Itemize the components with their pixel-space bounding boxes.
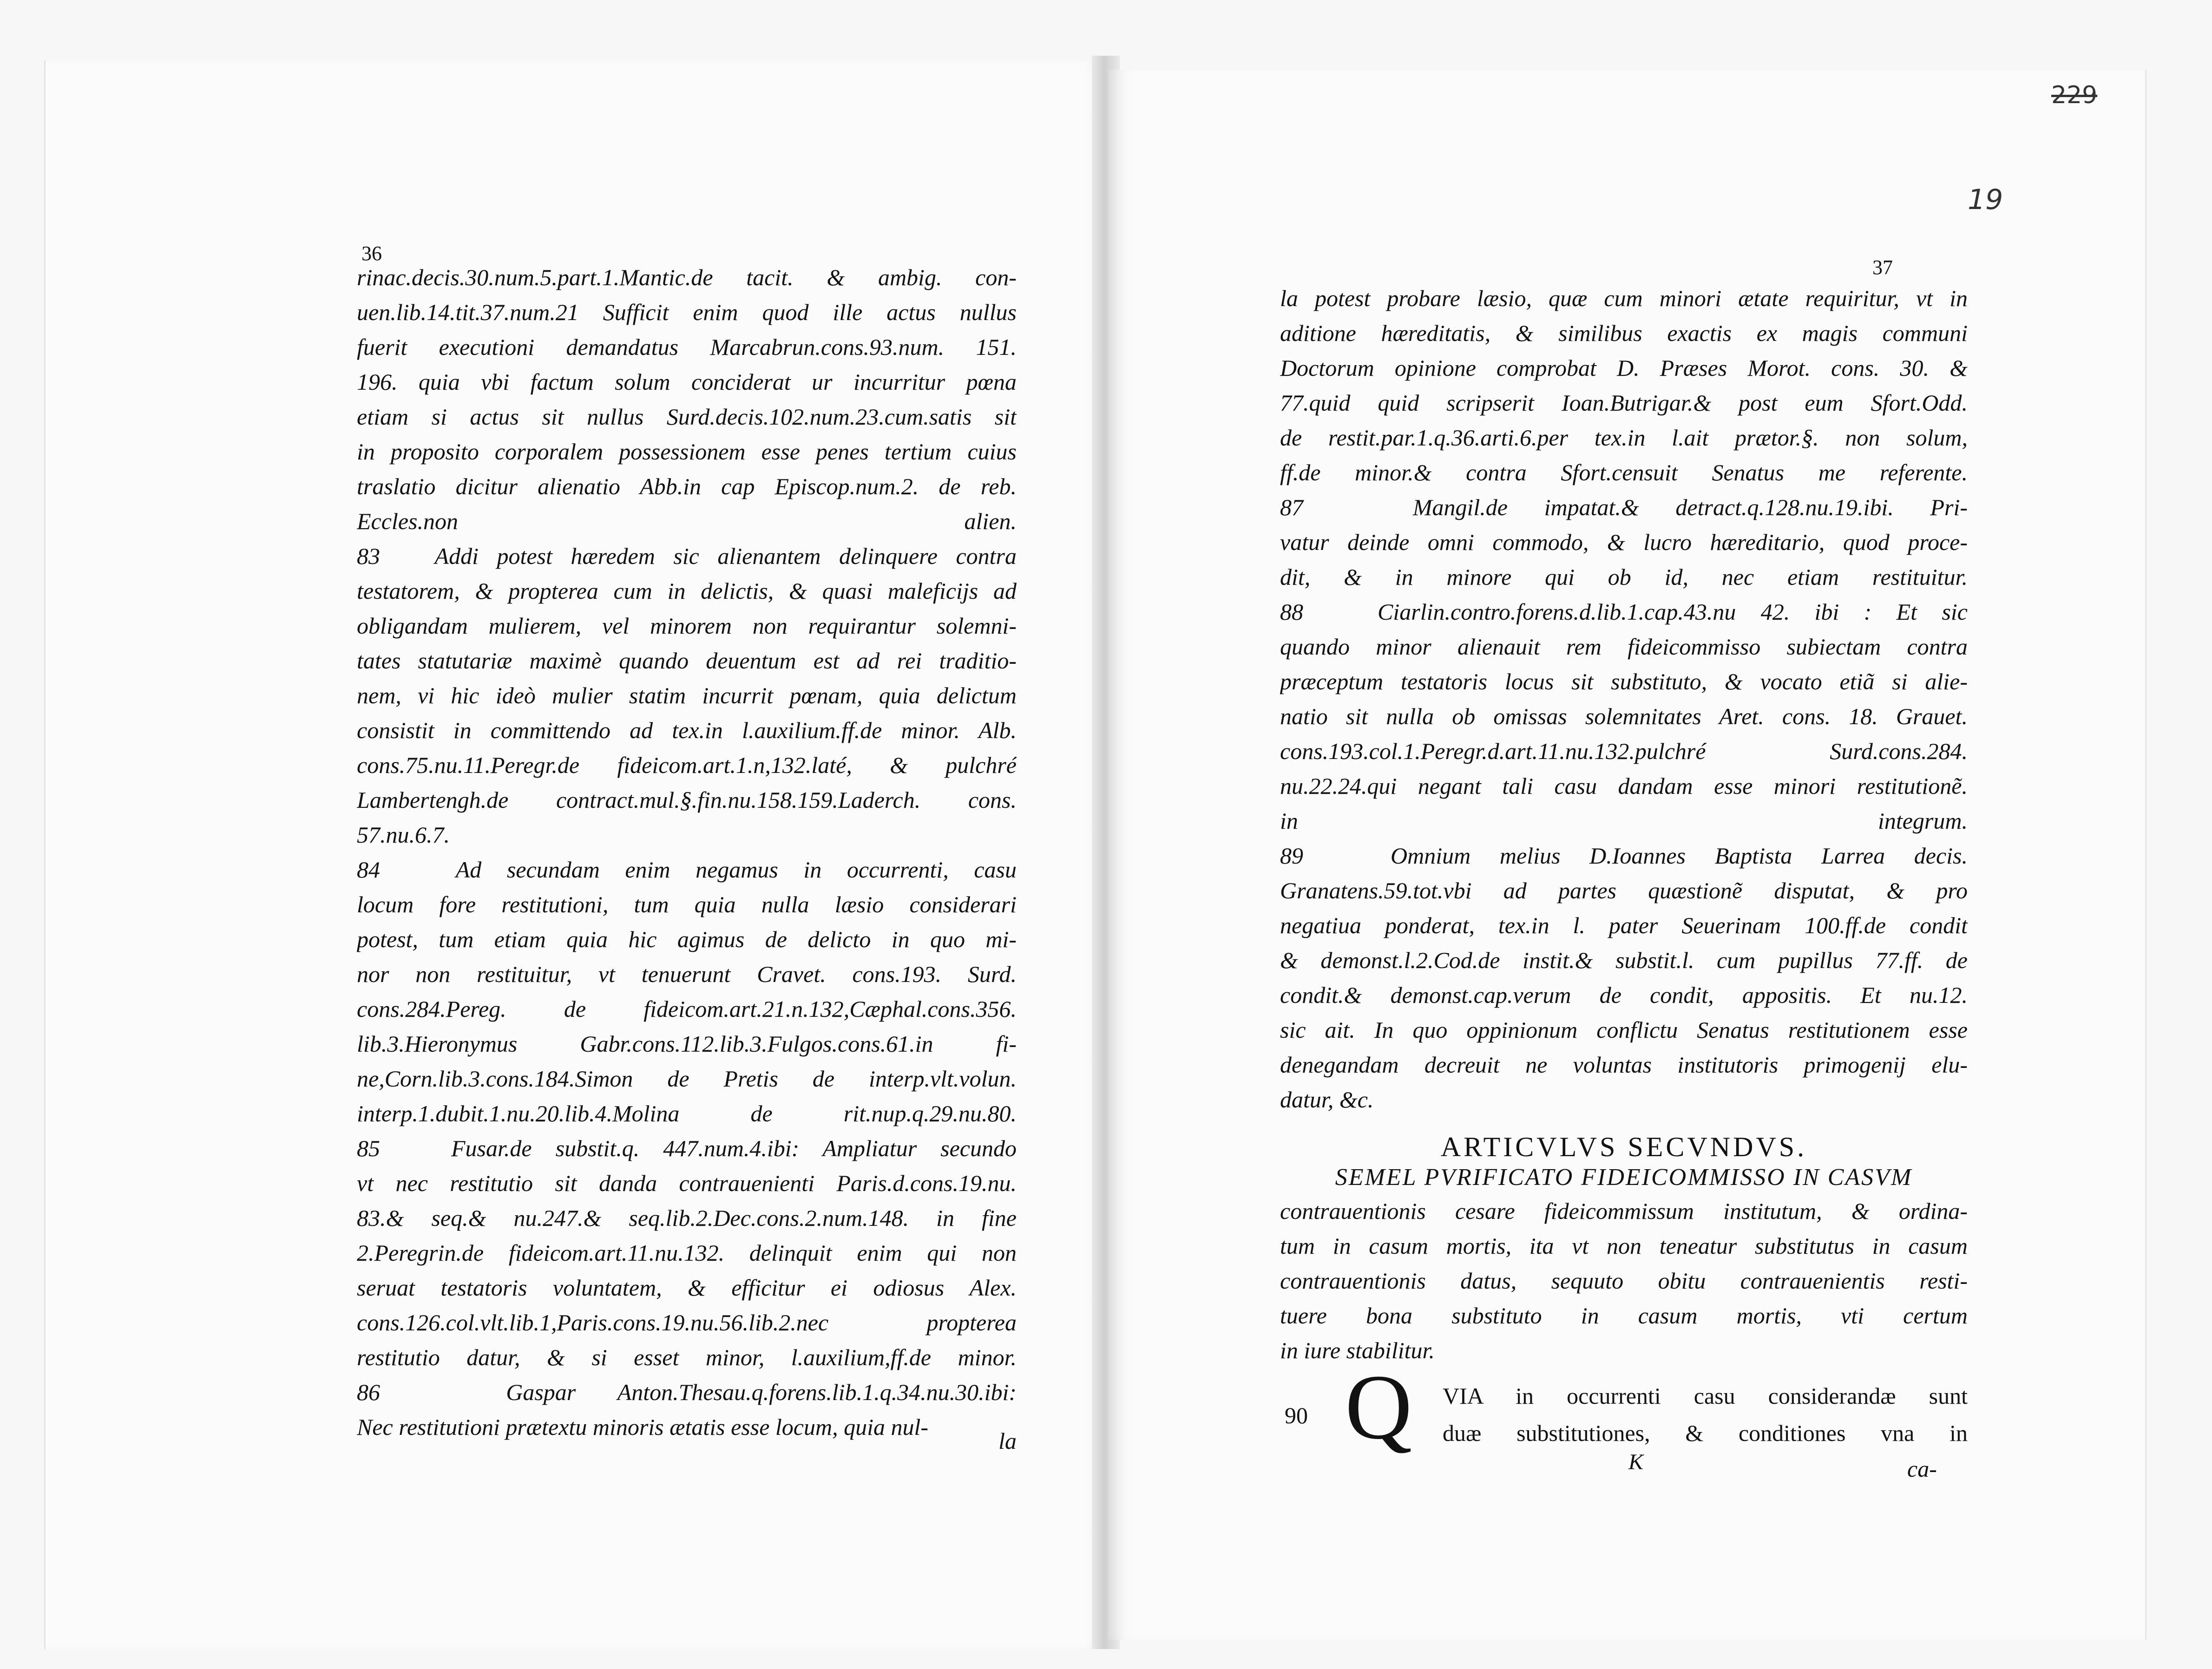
catchword-left: [947, 1424, 1017, 1459]
text-line: condit.& demonst.cap.verum de condit, appositis. Et nu.12.: [1280, 982, 1968, 1008]
text-line: natio sit nulla ob omissas solemnitates Aret. cons. 18. Grauet.: [1280, 703, 1968, 729]
handwritten-folio-number: 19: [1968, 183, 2003, 216]
text-line: consistit in committendo ad tex.in l.auxilium.ff.de minor. Alb.: [357, 717, 1017, 743]
text-line: cons.75.nu.11.Peregr.de fideicom.art.1.n,132.laté, & pulchré: [357, 752, 1017, 778]
text-line: in proposito corporalem possessionem esse penes tertium cuius: [357, 439, 1017, 465]
text-line: sic ait. In quo oppinionum conflictu Senatus restitutionem esse: [1280, 1017, 1968, 1043]
page-number-left: 36: [361, 242, 382, 265]
text-line: Eccles.non alien.: [357, 508, 1017, 534]
article-summary: [1280, 1194, 1968, 1368]
text-line: & demonst.l.2.Cod.de instit.& substit.l. cum pupillus 77.ff. de: [1280, 947, 1968, 973]
text-line: etiam si actus sit nullus Surd.decis.102.num.23.cum.satis sit: [357, 404, 1017, 430]
text-line: 86 Gaspar Anton.Thesau.q.forens.lib.1.q.34.nu.30.ibi:: [357, 1379, 1017, 1405]
text-line: 83.& seq.& nu.247.& seq.lib.2.Dec.cons.2.num.148. in fine: [357, 1205, 1017, 1231]
text-line: 2.Peregrin.de fideicom.art.11.nu.132. delinquit enim qui non: [357, 1240, 1017, 1266]
text-line: testatorem, & propterea cum in delictis, & quasi maleficijs ad: [357, 578, 1017, 604]
text-line: interp.1.dubit.1.nu.20.lib.4.Molina de rit.nup.q.29.nu.80.: [357, 1100, 1017, 1126]
text-line: la potest probare læsio, quæ cum minori ætate requiritur, vt in: [1280, 285, 1968, 311]
right-page: [1108, 70, 2146, 1640]
text-line: nor non restituitur, vt tenuerunt Cravet. cons.193. Surd.: [357, 961, 1017, 987]
text-line: tuere bona substituto in casum mortis, vti certum: [1280, 1302, 1968, 1329]
catchword-left-text: la: [998, 1428, 1017, 1454]
text-line: datur, &c.: [1280, 1086, 1374, 1113]
drop-cap: Q: [1345, 1356, 1412, 1459]
text-line: vatur deinde omni commodo, & lucro hæreditario, quod proce-: [1280, 529, 1968, 555]
text-line: uen.lib.14.tit.37.num.21 Sufficit enim quod ille actus nullus: [357, 299, 1017, 325]
text-line: aditione hæreditatis, & similibus exactis ex magis communi: [1280, 320, 1968, 346]
text-line: 83 Addi potest hæredem sic alienantem delinquere contra: [357, 543, 1017, 569]
text-line: 89 Omnium melius D.Ioannes Baptista Larrea decis.: [1280, 843, 1968, 869]
text-line: tates statutariæ maximè quando deuentum est ad rei traditio-: [357, 648, 1017, 674]
catchword-right-text: ca-: [1907, 1456, 1937, 1482]
text-line: ff.de minor.& contra Sfort.censuit Senatus me referente.: [1280, 459, 1968, 485]
text-line: fuerit executioni demandatus Marcabrun.cons.93.num. 151.: [357, 334, 1017, 360]
final-paragraph: [1443, 1377, 1968, 1452]
text-line: ne,Corn.lib.3.cons.184.Simon de Pretis de interp.vlt.volun.: [357, 1066, 1017, 1092]
signature-mark: K: [1628, 1450, 1644, 1474]
text-line: Granatens.59.tot.vbi ad partes quæstionẽ disputat, & pro: [1280, 877, 1968, 903]
text-line: 88 Ciarlin.contro.forens.d.lib.1.cap.43.nu 42. ibi : Et sic: [1280, 599, 1968, 625]
text-line: 77.quid quid scripserit Ioan.Butrigar.& post eum Sfort.Odd.: [1280, 390, 1968, 416]
text-line: quando minor alienauit rem fideicommisso subiectam contra: [1280, 634, 1968, 660]
text-line: potest, tum etiam quia hic agimus de delicto in quo mi-: [357, 926, 1017, 952]
text-line: 85 Fusar.de substit.q. 447.num.4.ibi: Ampliatur secundo: [357, 1135, 1017, 1161]
text-line: dit, & in minore qui ob id, nec etiam restituitur.: [1280, 564, 1968, 590]
text-line: nu.22.24.qui negant tali casu dandam esse minori restitutionẽ.: [1280, 773, 1968, 799]
text-line: vt nec restitutio sit danda contrauenienti Paris.d.cons.19.nu.: [357, 1170, 1017, 1196]
text-line: in iure stabilitur.: [1280, 1337, 1435, 1363]
text-line: cons.126.col.vlt.lib.1,Paris.cons.19.nu.56.lib.2.nec propterea: [357, 1309, 1017, 1335]
text-line: tum in casum mortis, ita vt non teneatur substitutus in casum: [1280, 1233, 1968, 1259]
right-page-body: [1280, 281, 1968, 1117]
article-subheading: SEMEL PVRIFICATO FIDEICOMMISSO IN CASVM: [1335, 1164, 1913, 1191]
page-number-right: 37: [1872, 256, 1893, 279]
text-line: lib.3.Hieronymus Gabr.cons.112.lib.3.Fulgos.cons.61.in fi-: [357, 1031, 1017, 1057]
catchword-right: [1907, 1452, 1968, 1486]
text-line: traslatio dicitur alienatio Abb.in cap Episcop.num.2. de reb.: [357, 473, 1017, 499]
text-line: contrauentionis cesare fideicommissum institutum, & ordina-: [1280, 1198, 1968, 1224]
text-line: 87 Mangil.de impatat.& detract.q.128.nu.19.ibi. Pri-: [1280, 494, 1968, 520]
article-heading: ARTICVLVS SECVNDVS.: [1440, 1132, 1807, 1162]
text-line: in integrum.: [1280, 808, 1968, 834]
text-line: 196. quia vbi factum solum conciderat ur incurritur pœna: [357, 369, 1017, 395]
text-line: rinac.decis.30.num.5.part.1.Mantic.de tacit. & ambig. con-: [357, 264, 1017, 290]
text-line: cons.193.col.1.Peregr.d.art.11.nu.132.pulchré Surd.cons.284.: [1280, 738, 1968, 764]
text-line: restitutio datur, & si esset minor, l.auxilium,ff.de minor.: [357, 1344, 1017, 1370]
text-line: 84 Ad secundam enim negamus in occurrenti, casu: [357, 857, 1017, 883]
text-line: seruat testatoris voluntatem, & efficitur ei odiosus Alex.: [357, 1275, 1017, 1301]
text-line: cons.284.Pereg. de fideicom.art.21.n.132,Cæphal.cons.356.: [357, 996, 1017, 1022]
text-line: contrauentionis datus, sequuto obitu contrauenientis resti-: [1280, 1268, 1968, 1294]
text-line: Nec restitutioni prætextu minoris ætatis esse locum, quia nul-: [357, 1414, 929, 1440]
text-line: de restit.par.1.q.36.arti.6.per tex.in l.ait prætor.§. non solum,: [1280, 425, 1968, 451]
text-line: locum fore restitutioni, tum quia nulla læsio considerari: [357, 891, 1017, 917]
left-page-body: [357, 260, 1017, 1445]
text-line: negatiua ponderat, tex.in l. pater Seuerinam 100.ff.de condit: [1280, 912, 1968, 938]
handwritten-page-number: 229: [2051, 81, 2098, 109]
text-line: præceptum testatoris locus sit substituto, & vocato etiã si alie-: [1280, 668, 1968, 694]
left-page: [44, 60, 1108, 1649]
text-line: 57.nu.6.7.: [357, 822, 450, 848]
paragraph-number-90: 90: [1285, 1402, 1308, 1428]
text-line: obligandam mulierem, vel minorem non requirantur solemni-: [357, 613, 1017, 639]
text-line: nem, vi hic ideò mulier statim incurrit pœnam, quia delictum: [357, 682, 1017, 708]
final-line-2: duæ substitutiones, & conditiones vna in: [1443, 1420, 1968, 1446]
text-line: Doctorum opinione comprobat D. Præses Morot. cons. 30. &: [1280, 355, 1968, 381]
text-line: denegandam decreuit ne voluntas institutoris primogenij elu-: [1280, 1052, 1968, 1078]
final-line-1: VIA in occurrenti casu considerandæ sunt: [1443, 1383, 1968, 1409]
text-line: Lambertengh.de contract.mul.§.fin.nu.158.159.Laderch. cons.: [357, 787, 1017, 813]
